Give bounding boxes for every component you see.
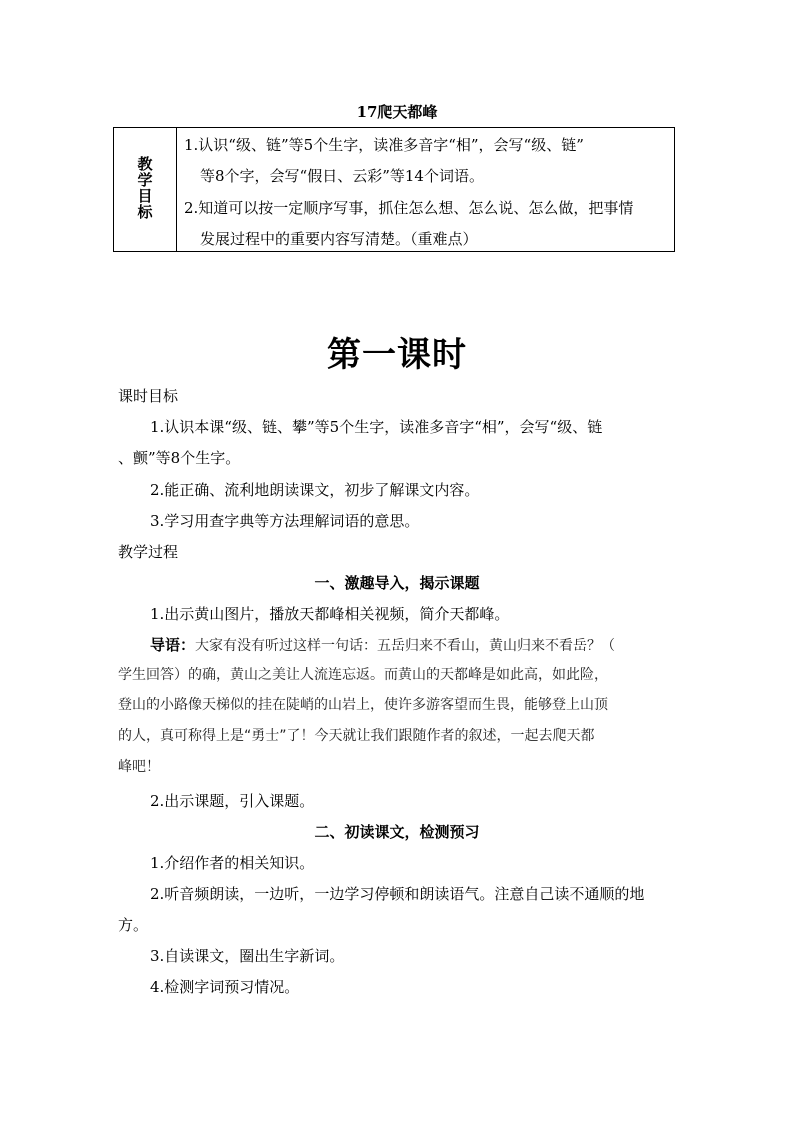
process-step: 2.听音频朗读，一边听，一边学习停顿和朗读语气。注意自己读不通顺的地: [150, 885, 645, 903]
guide-text: 大家有没有听过这样一句话：五岳归来不看山，黄山归来不看岳？（: [195, 638, 616, 654]
lesson-title: 17爬天都峰: [356, 103, 438, 121]
process-step: 方。: [118, 916, 149, 934]
process-step: 1.出示黄山图片，播放天都峰相关视频，简介天都峰。: [150, 605, 510, 623]
section-heading: 一、激趣导入，揭示课题: [314, 574, 480, 592]
objective-line: 等8个字，会写“假日、云彩”等14个词语。: [200, 167, 484, 185]
objectives-label-cell: [114, 128, 177, 251]
lesson-objectives-title: 课时目标: [118, 387, 179, 405]
process-title: 教学过程: [118, 543, 179, 561]
process-step: 1.介绍作者的相关知识。: [150, 854, 315, 872]
objective-line: 1.认识“级、链”等5个生字，读准多音字“相”，会写“级、链”: [184, 136, 584, 154]
guide-text: 峰吧！: [118, 759, 160, 775]
objectives-table: [113, 127, 675, 252]
process-step: 3.自读课文，圈出生字新词。: [150, 947, 345, 965]
objectives-label: 教学目标: [137, 155, 153, 221]
section-heading: 二、初读课文，检测预习: [314, 823, 480, 841]
process-step: 2.出示课题，引入课题。: [150, 792, 315, 810]
guide-text: 学生回答）的确，黄山之美让人流连忘返。而黄山的天都峰是如此高，如此险，: [118, 667, 608, 683]
lesson-heading: 第一课时: [327, 335, 467, 375]
guide-text: 的人，真可称得上是“勇士”了！今天就让我们跟随作者的叙述，一起去爬天都: [118, 728, 595, 744]
lesson-objective-line: 1.认识本课“级、链、攀”等5个生字，读准多音字“相”，会写“级、链: [150, 418, 603, 436]
process-step: 4.检测字词预习情况。: [150, 978, 300, 996]
guide-label: 导语：: [150, 636, 196, 654]
lesson-objective-line: 2.能正确、流利地朗读课文，初步了解课文内容。: [150, 481, 480, 499]
lesson-objective-line: 3.学习用查字典等方法理解词语的意思。: [150, 512, 420, 530]
lesson-objective-line: 、颤”等8个生字。: [118, 449, 241, 467]
guide-first-line: [150, 634, 615, 655]
objective-line: 2.知道可以按一定顺序写事，抓住怎么想、怎么说、怎么做，把事情: [184, 199, 634, 217]
objective-line: 发展过程中的重要内容写清楚。（重难点）: [200, 230, 478, 248]
guide-text: 登山的小路像天梯似的挂在陡峭的山岩上，使许多游客望而生畏，能够登上山顶: [118, 697, 608, 713]
